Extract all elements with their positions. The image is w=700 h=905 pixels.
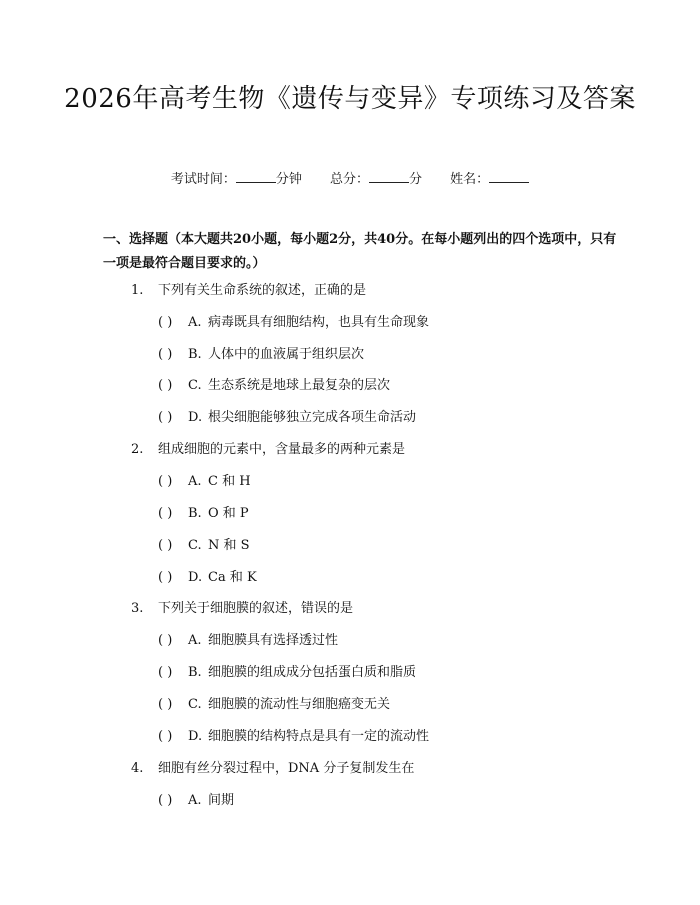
answer-paren: ( ) xyxy=(158,538,173,553)
option-letter: A. xyxy=(188,474,202,489)
option-letter: B. xyxy=(188,506,202,521)
question-number: 1. xyxy=(131,283,144,298)
option-letter: D. xyxy=(188,410,203,425)
option-text: O 和 P xyxy=(208,506,249,521)
exam-time-blank xyxy=(236,168,276,183)
option-letter: C. xyxy=(188,378,202,393)
question-text: 组成细胞的元素中，含量最多的两种元素是 xyxy=(158,442,406,457)
option-text: 细胞膜的流动性与细胞癌变无关 xyxy=(208,697,391,712)
option-1c xyxy=(158,377,390,395)
total-score-field xyxy=(330,168,422,190)
answer-paren: ( ) xyxy=(158,793,173,808)
total-score-unit: 分 xyxy=(409,172,423,187)
option-1a xyxy=(158,314,429,332)
question-text: 细胞有丝分裂过程中，DNA 分子复制发生在 xyxy=(158,761,415,776)
option-text: 间期 xyxy=(208,793,235,808)
answer-paren: ( ) xyxy=(158,570,173,585)
question-number: 2. xyxy=(131,442,144,457)
option-letter: C. xyxy=(188,697,202,712)
total-score-label: 总分： xyxy=(329,172,369,187)
answer-paren: ( ) xyxy=(158,506,173,521)
answer-paren: ( ) xyxy=(158,697,173,712)
option-1b xyxy=(158,346,364,364)
answer-paren: ( ) xyxy=(158,474,173,489)
answer-paren: ( ) xyxy=(158,729,173,744)
option-text: N 和 S xyxy=(208,538,250,553)
section-header: 一、选择题（本大题共20小题，每小题2分，共40分。在每小题列出的四个选项中，只有一项是最符合题目要求的。） xyxy=(103,232,617,271)
question-number: 3. xyxy=(131,601,144,616)
answer-paren: ( ) xyxy=(158,665,173,680)
option-2c xyxy=(158,537,250,555)
option-text: 细胞膜的结构特点是具有一定的流动性 xyxy=(208,729,430,744)
option-1d xyxy=(158,409,416,427)
option-letter: A. xyxy=(188,633,202,648)
option-2b xyxy=(158,505,249,523)
page-title: 2026年高考生物《遗传与变异》专项练习及答案 xyxy=(64,84,636,114)
option-letter: D. xyxy=(188,729,203,744)
answer-paren: ( ) xyxy=(158,378,173,393)
student-name-label: 姓名： xyxy=(450,172,490,187)
option-text: 根尖细胞能够独立完成各项生命活动 xyxy=(208,410,417,425)
total-score-blank xyxy=(369,168,409,183)
option-3c xyxy=(158,696,390,714)
answer-paren: ( ) xyxy=(158,347,173,362)
option-3b xyxy=(158,664,416,682)
option-text: Ca 和 K xyxy=(208,570,257,585)
option-4a xyxy=(158,792,234,810)
option-3a xyxy=(158,632,338,650)
option-letter: B. xyxy=(188,665,202,680)
option-text: 生态系统是地球上最复杂的层次 xyxy=(208,378,391,393)
exam-time-field xyxy=(171,168,302,190)
exam-info-line xyxy=(0,168,700,190)
option-2a xyxy=(158,473,251,491)
answer-paren: ( ) xyxy=(158,410,173,425)
question-text: 下列关于细胞膜的叙述，错误的是 xyxy=(158,601,354,616)
student-name-blank xyxy=(489,168,529,183)
question-number: 4. xyxy=(131,761,144,776)
option-3d xyxy=(158,728,429,746)
option-text: 细胞膜具有选择透过性 xyxy=(208,633,339,648)
exam-time-unit: 分钟 xyxy=(275,172,302,187)
option-text: 细胞膜的组成成分包括蛋白质和脂质 xyxy=(208,665,417,680)
answer-paren: ( ) xyxy=(158,315,173,330)
option-text: C 和 H xyxy=(208,474,251,489)
answer-paren: ( ) xyxy=(158,633,173,648)
option-text: 人体中的血液属于组织层次 xyxy=(208,347,365,362)
exam-time-label: 考试时间： xyxy=(170,172,236,187)
option-letter: D. xyxy=(188,570,203,585)
option-letter: C. xyxy=(188,538,202,553)
question-text: 下列有关生命系统的叙述，正确的是 xyxy=(158,283,367,298)
option-text: 病毒既具有细胞结构，也具有生命现象 xyxy=(208,315,430,330)
option-2d xyxy=(158,569,257,587)
student-name-field xyxy=(450,168,529,190)
option-letter: A. xyxy=(188,793,202,808)
option-letter: A. xyxy=(188,315,202,330)
option-letter: B. xyxy=(188,347,202,362)
